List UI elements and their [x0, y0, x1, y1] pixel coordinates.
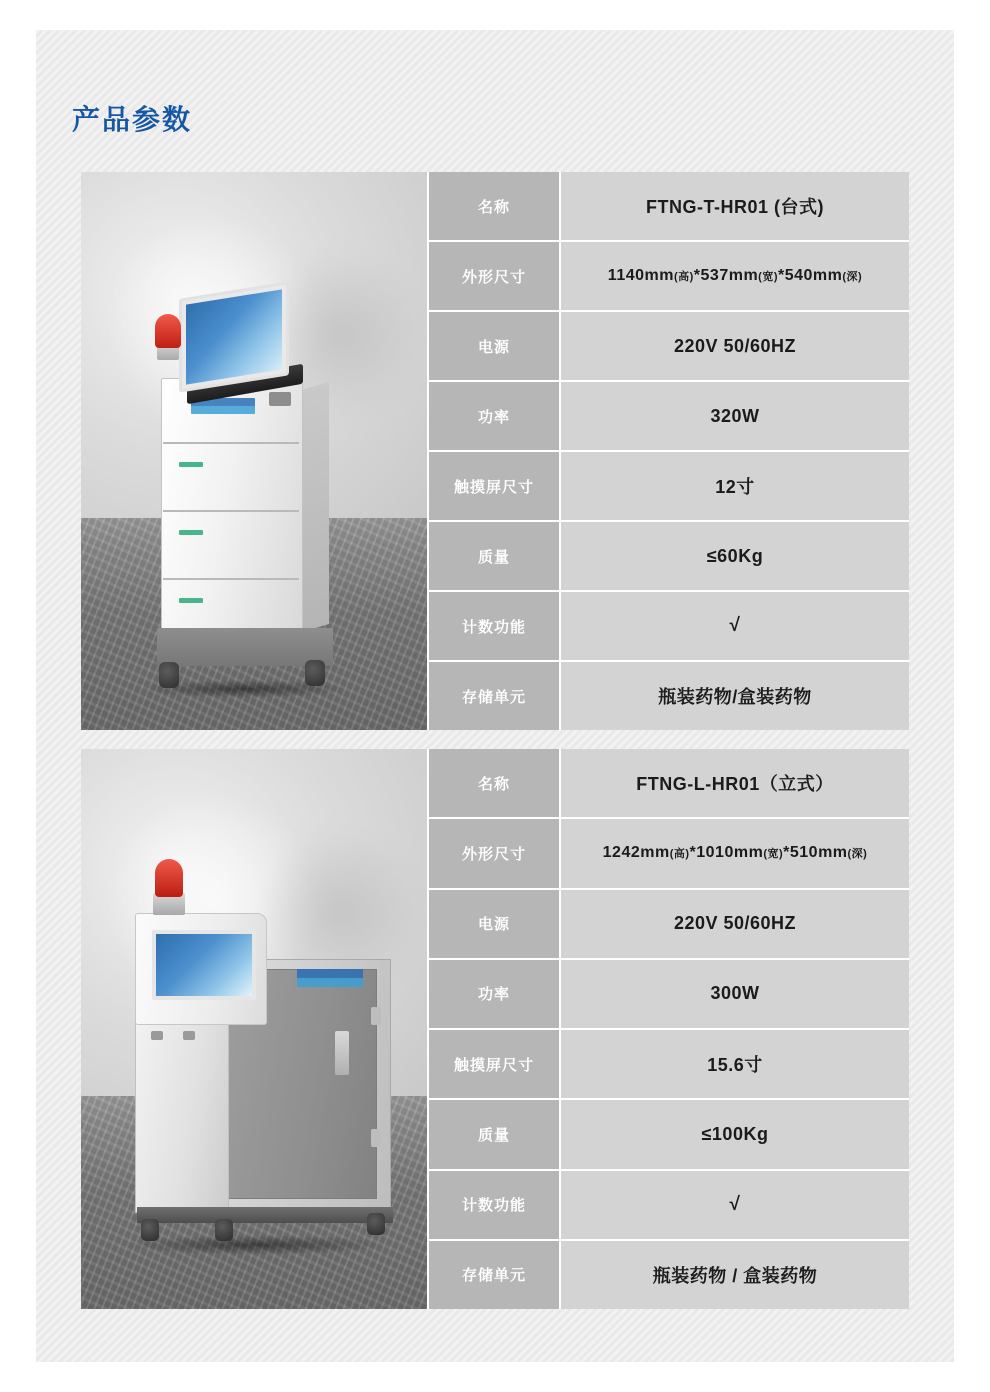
- spec-value: 瓶装药物/盒装药物: [561, 662, 909, 730]
- spec-block-floor-standing: [81, 749, 909, 1309]
- caster-wheel: [215, 1219, 233, 1241]
- table-row: [429, 1100, 909, 1170]
- dimension-depth-unit: (深): [842, 271, 863, 283]
- spec-label: 触摸屏尺寸: [429, 1030, 561, 1098]
- spec-value-dimensions: [561, 242, 909, 310]
- dimension-height-unit: (高): [673, 271, 694, 283]
- spec-value: 300W: [561, 960, 909, 1028]
- spec-label: 质量: [429, 1100, 561, 1168]
- table-row: [429, 382, 909, 452]
- table-row: [429, 522, 909, 592]
- caster-wheel: [159, 662, 179, 688]
- dimension-depth-unit: (深): [847, 848, 868, 861]
- spec-label: 外形尺寸: [429, 819, 561, 887]
- table-row: [429, 312, 909, 382]
- spec-value: 12寸: [561, 452, 909, 520]
- caster-wheel: [141, 1219, 159, 1241]
- desktop-machine-illustration: [133, 282, 353, 702]
- spec-value: 220V 50/60HZ: [561, 312, 909, 380]
- table-row: [429, 172, 909, 242]
- table-row: [429, 242, 909, 312]
- spec-value: FTNG-T-HR01 (台式): [561, 172, 909, 240]
- spec-label: 功率: [429, 960, 561, 1028]
- spec-value-dimensions: [561, 819, 909, 887]
- drawer-divider: [163, 578, 299, 580]
- spec-label: 存储单元: [429, 1241, 561, 1309]
- desktop-dispenser-photo: [81, 172, 427, 730]
- dimension-height-unit: (高): [669, 848, 690, 861]
- dimension-depth: *510mm: [783, 844, 848, 862]
- table-row: [429, 819, 909, 889]
- spec-label: 触摸屏尺寸: [429, 452, 561, 520]
- alarm-lamp: [155, 314, 181, 348]
- spec-value: ≤100Kg: [561, 1100, 909, 1168]
- control-button: [151, 1031, 163, 1040]
- drawer-label: [179, 530, 203, 535]
- page-title: 产品参数: [72, 104, 193, 135]
- machine-side-panel: [301, 382, 329, 632]
- spec-block-desktop: [81, 172, 909, 730]
- spec-value-check: √: [561, 1171, 909, 1239]
- dimension-width-unit: (宽): [758, 271, 778, 283]
- door-hinge: [371, 1129, 381, 1147]
- table-row: [429, 592, 909, 662]
- dimension-height: 1140mm: [607, 267, 674, 284]
- dimension-width: *1010mm: [689, 844, 764, 862]
- spec-value: 15.6寸: [561, 1030, 909, 1098]
- table-row: [429, 749, 909, 819]
- drawer-label: [179, 598, 203, 603]
- touch-screen: [179, 281, 289, 392]
- spec-label: 电源: [429, 890, 561, 958]
- dimension-depth: *540mm: [778, 267, 843, 284]
- dimension-height: 1242mm: [602, 844, 670, 862]
- floor-standing-machine-illustration: [119, 841, 391, 1261]
- spec-value-check: √: [561, 592, 909, 660]
- floor-standing-dispenser-photo: [81, 749, 427, 1309]
- spec-label: 电源: [429, 312, 561, 380]
- touch-screen: [152, 930, 256, 1000]
- machine-head: [135, 913, 267, 1025]
- table-row: [429, 452, 909, 522]
- spec-table-desktop: [427, 172, 909, 730]
- caster-wheel: [305, 660, 325, 686]
- dispense-slot: [335, 1031, 349, 1075]
- spec-value: 320W: [561, 382, 909, 450]
- alarm-lamp: [155, 859, 183, 897]
- drawer-label: [179, 462, 203, 467]
- control-button: [183, 1031, 195, 1040]
- dimension-width: *537mm: [693, 267, 759, 284]
- spec-label: 功率: [429, 382, 561, 450]
- spec-value: FTNG-L-HR01（立式）: [561, 749, 909, 817]
- spec-value: 220V 50/60HZ: [561, 890, 909, 958]
- table-row: [429, 960, 909, 1030]
- spec-label: 名称: [429, 172, 561, 240]
- machine-column: [135, 1019, 229, 1213]
- machine-body: [161, 378, 303, 630]
- caster-wheel: [367, 1213, 385, 1235]
- table-row: [429, 1030, 909, 1100]
- spec-label: 计数功能: [429, 1171, 561, 1239]
- table-row: [429, 662, 909, 730]
- machine-shadow: [121, 1235, 391, 1255]
- machine-foot: [211, 1207, 393, 1223]
- drawer-divider: [163, 442, 299, 444]
- table-row: [429, 1241, 909, 1309]
- spec-value: 瓶装药物 / 盒装药物: [561, 1241, 909, 1309]
- spec-table-floor-standing: [427, 749, 909, 1309]
- spec-value: ≤60Kg: [561, 522, 909, 590]
- spec-label: 计数功能: [429, 592, 561, 660]
- table-row: [429, 1171, 909, 1241]
- spec-label: 存储单元: [429, 662, 561, 730]
- control-panel: [269, 392, 291, 406]
- screen-glass: [186, 289, 282, 384]
- spec-label: 外形尺寸: [429, 242, 561, 310]
- brand-logo: [297, 969, 363, 987]
- dimension-width-unit: (宽): [763, 848, 784, 861]
- spec-label: 质量: [429, 522, 561, 590]
- drawer-divider: [163, 510, 299, 512]
- spec-label: 名称: [429, 749, 561, 817]
- table-row: [429, 890, 909, 960]
- door-hinge: [371, 1007, 381, 1025]
